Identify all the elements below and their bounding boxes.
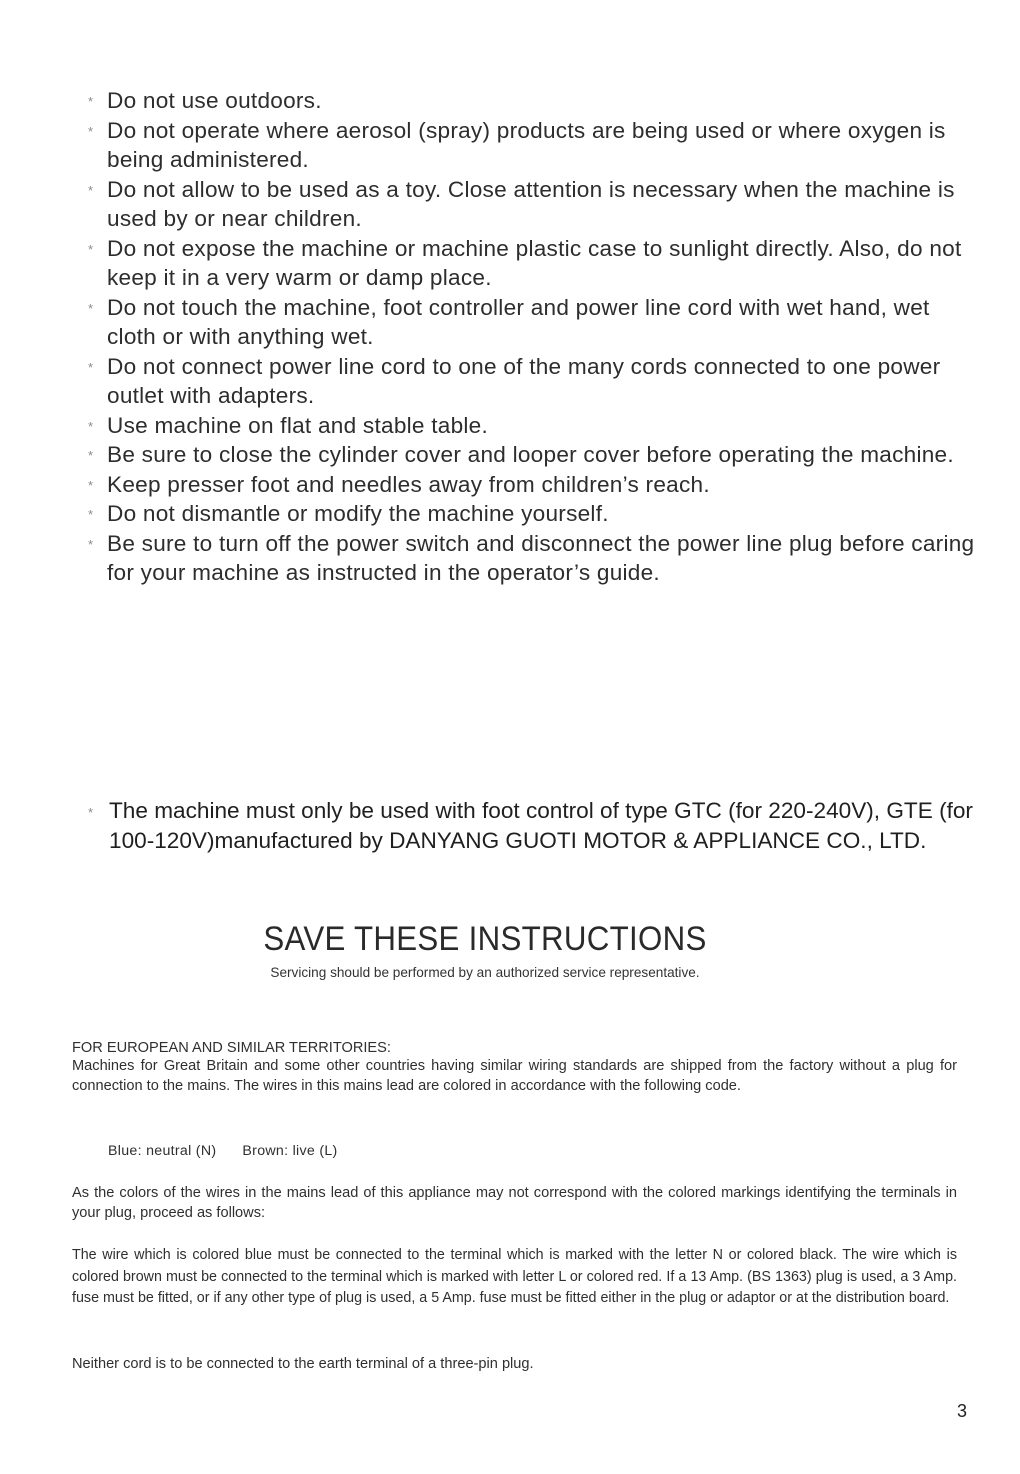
list-item xyxy=(88,234,978,293)
warning-text: Use machine on flat and stable table. xyxy=(107,412,489,438)
list-item xyxy=(88,499,978,529)
warning-text: Be sure to turn off the power switch and disconnect the power line plug before caring for your machine as instructed in the operator’s guide. xyxy=(107,530,975,585)
asterisk-bullet-icon: * xyxy=(88,805,94,820)
asterisk-bullet-icon: * xyxy=(88,536,94,552)
safety-warnings-list xyxy=(88,86,978,588)
european-paragraph-wiring: Machines for Great Britain and some other countries having similar wiring standards are shipped from the factory without a plug for connection to the mains. The wires in this mains lead are colored in accordance with the following code. xyxy=(72,1058,957,1094)
wire-color-code xyxy=(108,1141,993,1161)
list-item xyxy=(88,440,978,470)
warning-text: Keep presser foot and needles away from children’s reach. xyxy=(107,471,710,497)
foot-control-text: The machine must only be used with foot control of type GTC (for 220-240V), GTE (for 100-120V)manufactured by DANYANG GUOTI MOTOR & APPLIANCE CO., LTD. xyxy=(109,798,973,853)
asterisk-bullet-icon: * xyxy=(88,300,94,316)
warning-text: Do not operate where aerosol (spray) products are being used or where oxygen is being administered. xyxy=(107,117,946,172)
warning-text: Do not connect power line cord to one of the many cords connected to one power outlet with adapters. xyxy=(107,353,941,408)
warning-text: Do not touch the machine, foot controller and power line cord with wet hand, wet cloth or with anything wet. xyxy=(107,294,930,349)
warning-text: Be sure to close the cylinder cover and looper cover before operating the machine. xyxy=(107,442,954,467)
european-paragraph-markings: As the colors of the wires in the mains lead of this appliance may not correspond with the colored markings identifying the terminals in your plug, proceed as follows: xyxy=(72,1185,957,1221)
asterisk-bullet-icon: * xyxy=(88,123,94,139)
page-number: 3 xyxy=(957,1401,968,1421)
warning-text: Do not expose the machine or machine plastic case to sunlight directly. Also, do not keep it in a very warm or damp place. xyxy=(107,235,962,290)
wire-color-blue: Blue: neutral (N) xyxy=(108,1143,217,1159)
asterisk-bullet-icon: * xyxy=(88,477,94,493)
list-item xyxy=(88,293,978,352)
list-item xyxy=(88,411,978,441)
warning-text: Do not use outdoors. xyxy=(107,88,322,113)
list-item xyxy=(88,470,978,500)
warning-text: Do not allow to be used as a toy. Close attention is necessary when the machine is used by or near children. xyxy=(107,176,955,231)
list-item xyxy=(88,529,978,588)
list-item xyxy=(88,352,978,411)
european-paragraph-earth: Neither cord is to be connected to the earth terminal of a three-pin plug. xyxy=(72,1356,534,1372)
european-paragraph-connection: The wire which is colored blue must be connected to the terminal which is marked with the letter N or colored black. The wire which is colored brown must be connected to the terminal which is marked with letter L or colored red. If a 13 Amp. (BS 1363) plug is used, a 3 Amp. fuse must be fitted, or if any other type of plug is used, a 5 Amp. fuse must be fitted either in the plug or adaptor or at the distribution board. xyxy=(72,1247,957,1306)
asterisk-bullet-icon: * xyxy=(88,241,94,257)
european-heading: FOR EUROPEAN AND SIMILAR TERRITORIES: xyxy=(72,1040,391,1056)
servicing-note: Servicing should be performed by an authorized service representative. xyxy=(270,965,700,980)
asterisk-bullet-icon: * xyxy=(88,418,94,434)
asterisk-bullet-icon: * xyxy=(88,448,94,463)
warning-text: Do not dismantle or modify the machine yourself. xyxy=(107,501,609,526)
page-title: SAVE THESE INSTRUCTIONS xyxy=(263,920,707,958)
list-item xyxy=(88,86,978,116)
asterisk-bullet-icon: * xyxy=(88,359,94,375)
wire-color-brown: Brown: live (L) xyxy=(242,1143,338,1159)
asterisk-bullet-icon: * xyxy=(88,182,94,198)
list-item xyxy=(88,175,978,234)
list-item xyxy=(88,116,978,175)
asterisk-bullet-icon: * xyxy=(88,507,94,522)
foot-control-note xyxy=(88,796,989,856)
asterisk-bullet-icon: * xyxy=(88,94,94,109)
